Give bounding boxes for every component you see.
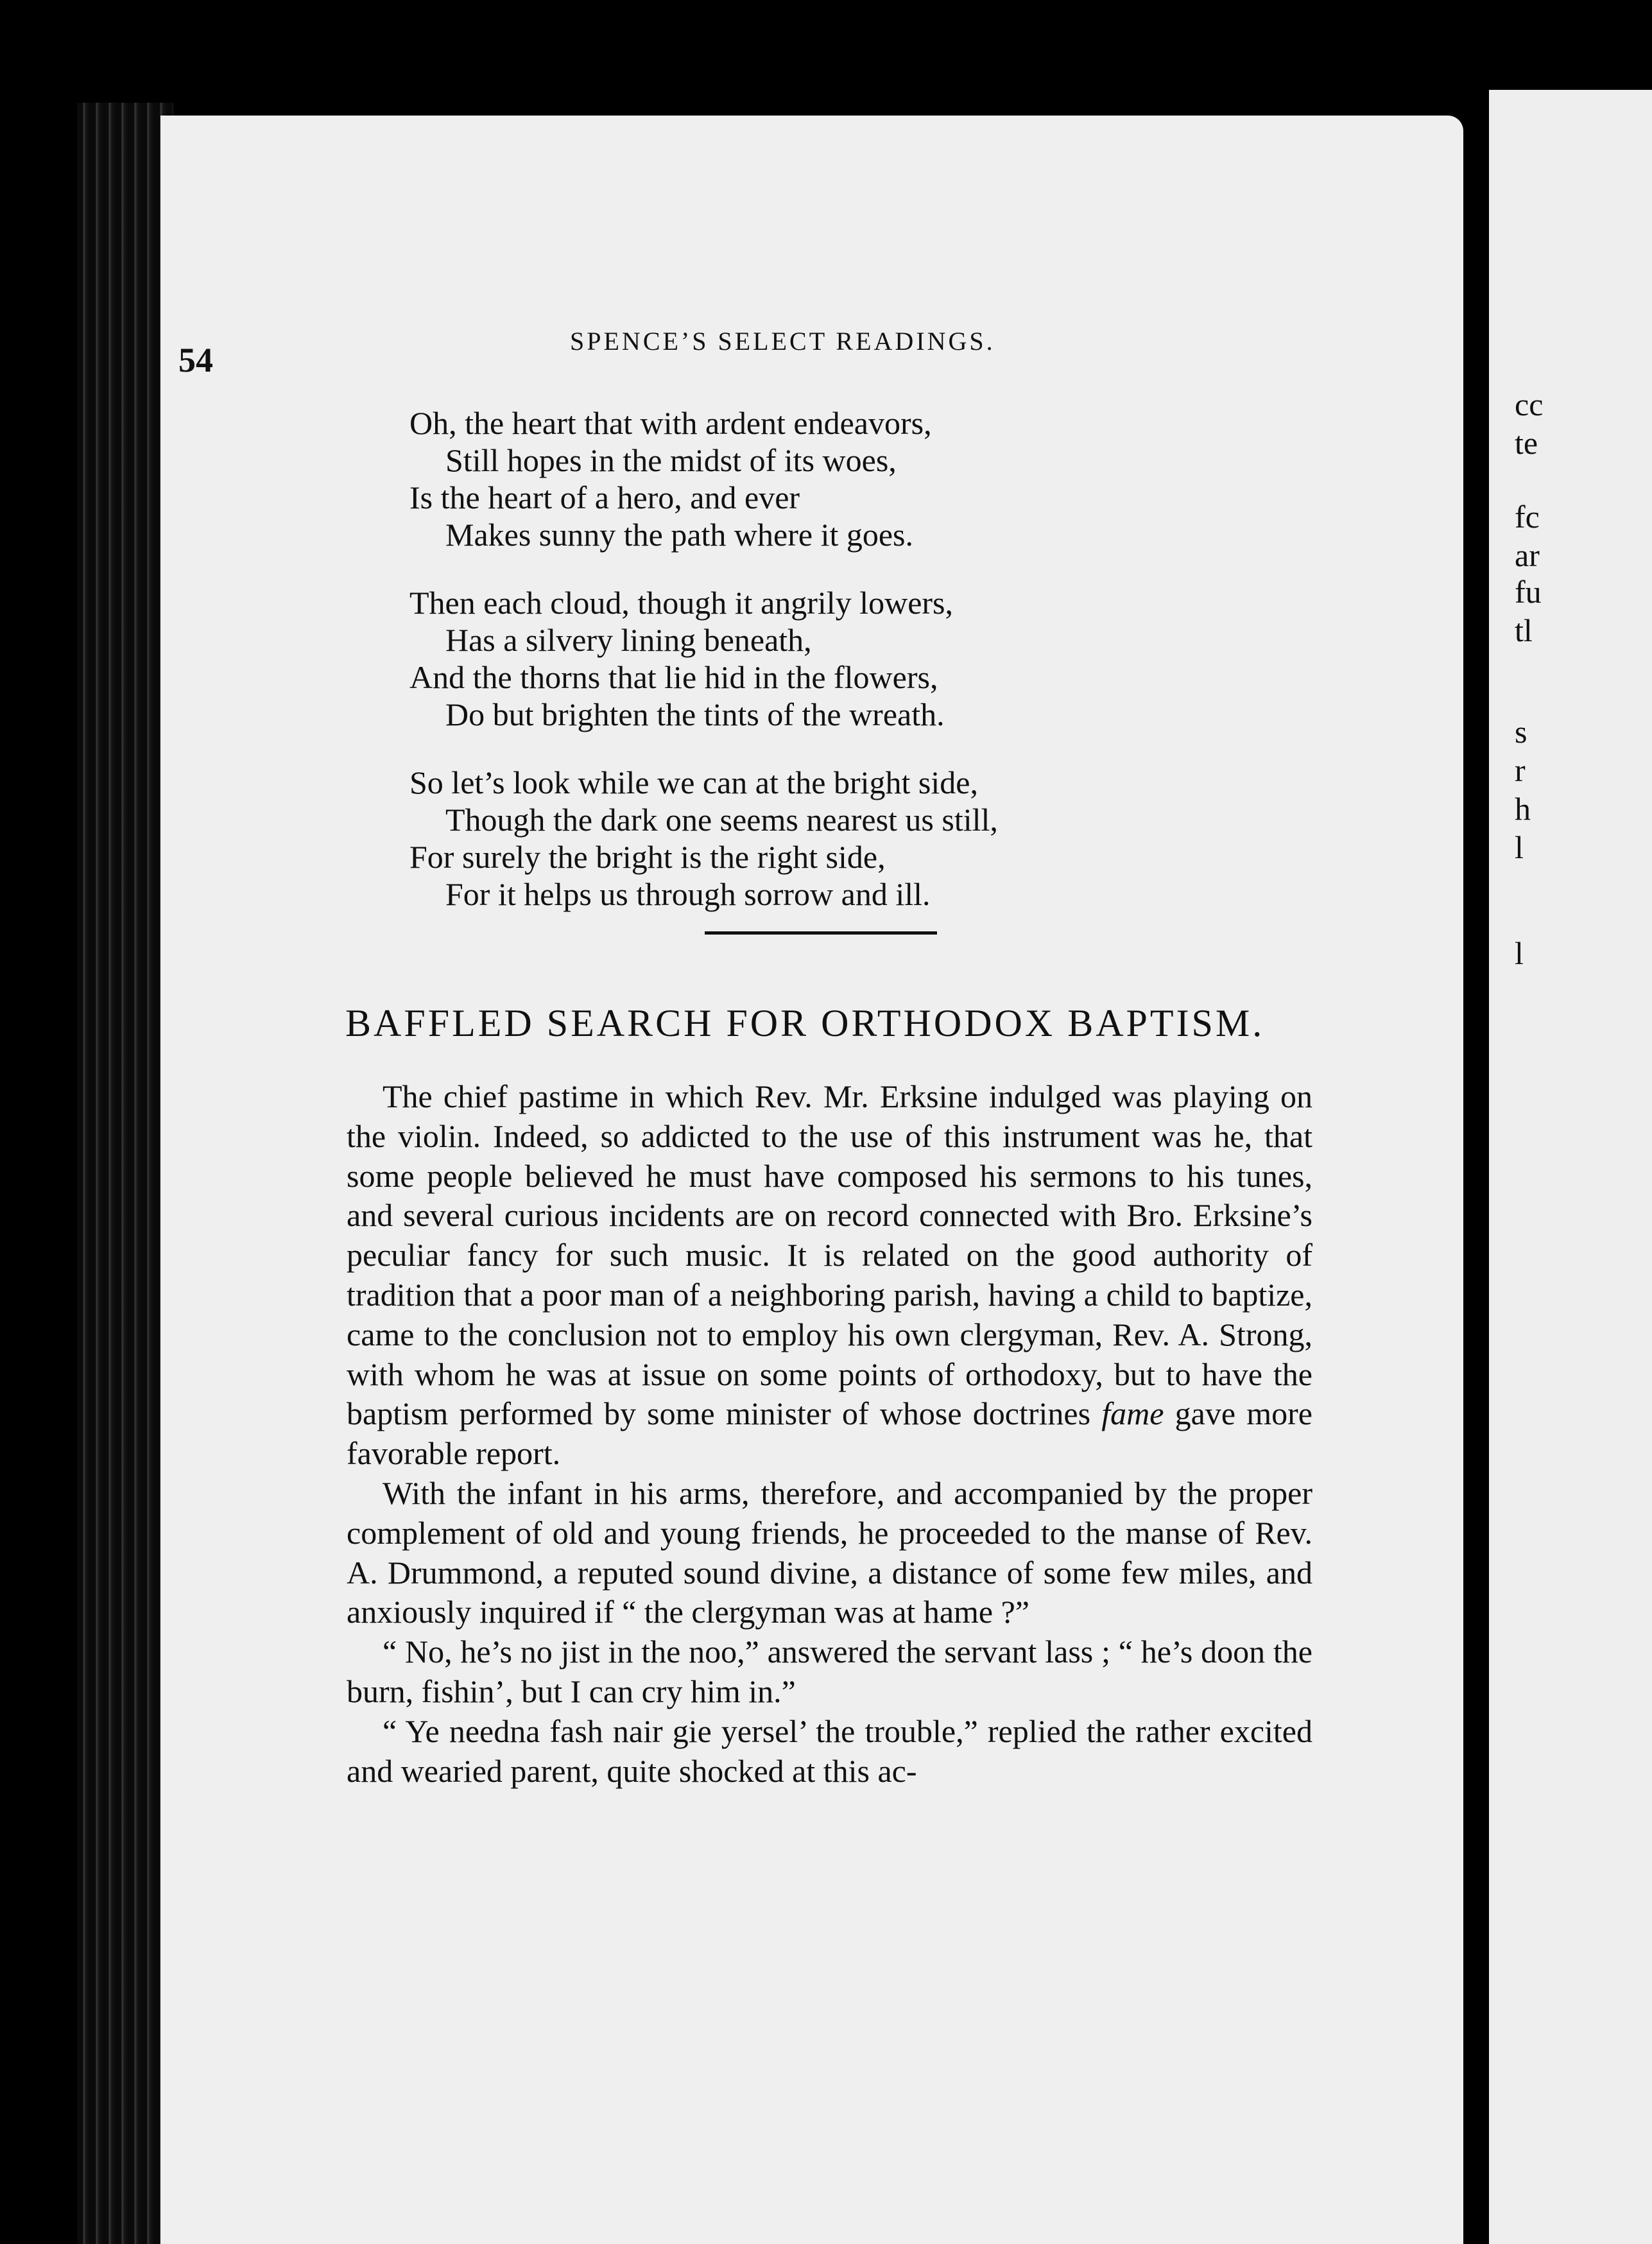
poem-line: Though the dark one seems nearest us still, xyxy=(445,802,998,838)
article-paragraph: With the infant in his arms, therefore, and accompanied by the proper complement of old and young friends, he proceeded to the manse of Rev. A. Drummond, a reputed sound divine, a distance of some few miles, and anxiously inquired if “ the clergyman was at hame ?” xyxy=(347,1474,1312,1630)
right-page-fragment: cc xyxy=(1515,386,1544,422)
book-spine xyxy=(77,103,173,2244)
poem-stanza xyxy=(409,404,1372,553)
paragraph-text: The chief pastime in which Rev. Mr. Erksine indulged was playing on the violin. Indeed, so addicted to the use of this instrument was he, that some people believed he must have composed his sermons to his tunes, and several curious incidents are on record connected with Bro. Erksine’s peculiar fancy for such music. It is related on the good authority of tradition that a poor man of a neighboring parish, having a child to baptize, came to the conclusion not to employ his own clergyman, Rev. A. Strong, with whom he was at issue on some points of orthodoxy, but to have the baptism performed by some minister of whose doctrines xyxy=(347,1078,1312,1432)
paragraph-text: gave more favorable report. xyxy=(347,1395,1312,1472)
right-page-fragment: fu xyxy=(1515,574,1542,610)
right-page-fragment: l xyxy=(1515,935,1524,971)
poem-line: So let’s look while we can at the bright side, xyxy=(409,764,978,800)
right-page-fragment: r xyxy=(1515,752,1526,788)
poem-line: Do but brighten the tints of the wreath. xyxy=(445,696,945,732)
poem-line: Oh, the heart that with ardent endeavors, xyxy=(409,405,932,441)
right-page-fragment: fc xyxy=(1515,499,1540,535)
right-page-fragment: te xyxy=(1515,425,1538,461)
right-page-fragment: ar xyxy=(1515,537,1540,573)
poem-line: Still hopes in the midst of its woes, xyxy=(445,442,897,478)
right-page-fragment: l xyxy=(1515,829,1524,865)
right-page-edge xyxy=(1489,90,1652,2244)
running-head: SPENCE’S SELECT READINGS. xyxy=(570,327,995,356)
poem-line: For it helps us through sorrow and ill. xyxy=(445,876,931,912)
article-body xyxy=(347,1077,1312,1791)
poem-line: And the thorns that lie hid in the flowers, xyxy=(409,659,938,695)
article-paragraph xyxy=(347,1077,1312,1474)
right-page-fragment: h xyxy=(1515,791,1531,827)
section-divider xyxy=(705,931,937,935)
poem-stanza xyxy=(409,764,1372,913)
poem-line: For surely the bright is the right side, xyxy=(409,839,886,875)
poem-stanza xyxy=(409,584,1372,733)
page-number: 54 xyxy=(178,341,213,379)
right-page-fragment: s xyxy=(1515,714,1527,750)
article-title: BAFFLED SEARCH FOR ORTHODOX BAPTISM. xyxy=(345,1002,1265,1044)
poem-line: Is the heart of a hero, and ever xyxy=(409,479,800,515)
poem-line: Makes sunny the path where it goes. xyxy=(445,517,914,553)
article-paragraph: “ Ye needna fash nair gie yersel’ the trouble,” replied the rather excited and wearied parent, quite shocked at this ac- xyxy=(347,1713,1312,1789)
poem-line: Has a silvery lining beneath, xyxy=(445,622,812,658)
poem xyxy=(409,404,1372,944)
poem-line: Then each cloud, though it angrily lowers, xyxy=(409,585,953,621)
article-paragraph: “ No, he’s no jist in the noo,” answered the servant lass ; “ he’s doon the burn, fishin’, but I can cry him in.” xyxy=(347,1634,1312,1709)
right-page-fragment: tl xyxy=(1515,612,1533,648)
italic-word: fame xyxy=(1101,1395,1164,1432)
